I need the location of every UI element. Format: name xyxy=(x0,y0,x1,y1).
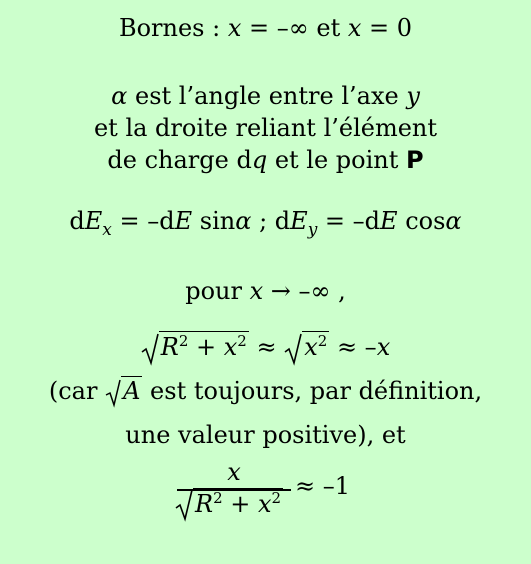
remark-open: (car xyxy=(48,377,106,405)
var-x: x xyxy=(258,489,272,518)
cos: cos xyxy=(397,207,446,235)
bound-lower: = –∞ et xyxy=(241,14,348,42)
sqrt-sign xyxy=(175,488,193,522)
approx: ≈ – xyxy=(329,333,377,361)
fraction-result: ≈ –1 xyxy=(295,472,351,500)
sub-y: y xyxy=(307,219,318,240)
sqrt-sign xyxy=(105,377,121,408)
exp-2: 2 xyxy=(237,332,247,350)
plus: + xyxy=(188,333,224,361)
alpha-text-2: et la droite reliant l’élément xyxy=(93,114,438,142)
point-text: et le point xyxy=(267,146,407,174)
sqrt-approximation-line xyxy=(0,327,531,367)
sqrt-sign xyxy=(284,332,302,366)
var-y: y xyxy=(406,82,420,110)
var-R: R xyxy=(160,333,179,361)
sqrt-remark-line xyxy=(0,377,531,408)
var-E: E xyxy=(290,207,308,235)
point-P: P xyxy=(406,146,424,174)
exp-2: 2 xyxy=(317,332,328,350)
fraction-approximation xyxy=(175,458,365,528)
exp-2: 2 xyxy=(271,488,282,507)
var-R: R xyxy=(195,489,214,518)
var-alpha: α xyxy=(111,82,128,110)
eq: = –d xyxy=(111,207,175,235)
d: d xyxy=(69,207,85,235)
var-x: x xyxy=(347,14,362,42)
field-components-line xyxy=(0,207,531,244)
var-q: q xyxy=(251,146,268,174)
var-E: E xyxy=(380,207,398,235)
var-x: x xyxy=(223,333,238,361)
limit-line xyxy=(0,277,531,305)
charge-text: de charge d xyxy=(107,146,252,174)
var-x: x xyxy=(304,333,318,361)
alpha-definition-line xyxy=(0,82,531,110)
alpha-text: est l’angle entre l’axe xyxy=(134,82,407,110)
var-x: x xyxy=(227,14,242,42)
exp-2: 2 xyxy=(213,488,223,507)
bound-upper: = 0 xyxy=(361,14,413,42)
bounds-line xyxy=(0,14,531,42)
arrow-limit: → –∞ , xyxy=(263,277,346,305)
var-E: E xyxy=(174,207,193,235)
var-x: x xyxy=(249,277,264,305)
fraction-denominator xyxy=(175,488,283,522)
eq: = –d xyxy=(317,207,381,235)
separator: ; d xyxy=(251,207,291,235)
fraction-numerator: x xyxy=(227,458,241,486)
remark-text: est toujours, par définition, xyxy=(142,377,483,405)
sqrt-remark-line-2 xyxy=(0,421,531,449)
alpha-definition-line-3 xyxy=(0,146,531,174)
sin: sin xyxy=(192,207,236,235)
var-E: E xyxy=(84,207,103,235)
sub-x: x xyxy=(102,219,112,240)
approx: ≈ xyxy=(248,333,285,361)
alpha-definition-line-2 xyxy=(0,114,531,142)
remark-text-2: une valeur positive), et xyxy=(125,421,406,449)
exp-2: 2 xyxy=(178,332,189,350)
plus: + xyxy=(222,489,258,518)
var-A: A xyxy=(123,377,141,405)
bounds-label: Bornes : xyxy=(118,14,228,42)
pour-text: pour xyxy=(185,277,250,305)
var-x: x xyxy=(376,333,391,361)
var-alpha: α xyxy=(445,207,462,235)
sqrt-sign xyxy=(141,332,159,366)
var-alpha: α xyxy=(235,207,252,235)
